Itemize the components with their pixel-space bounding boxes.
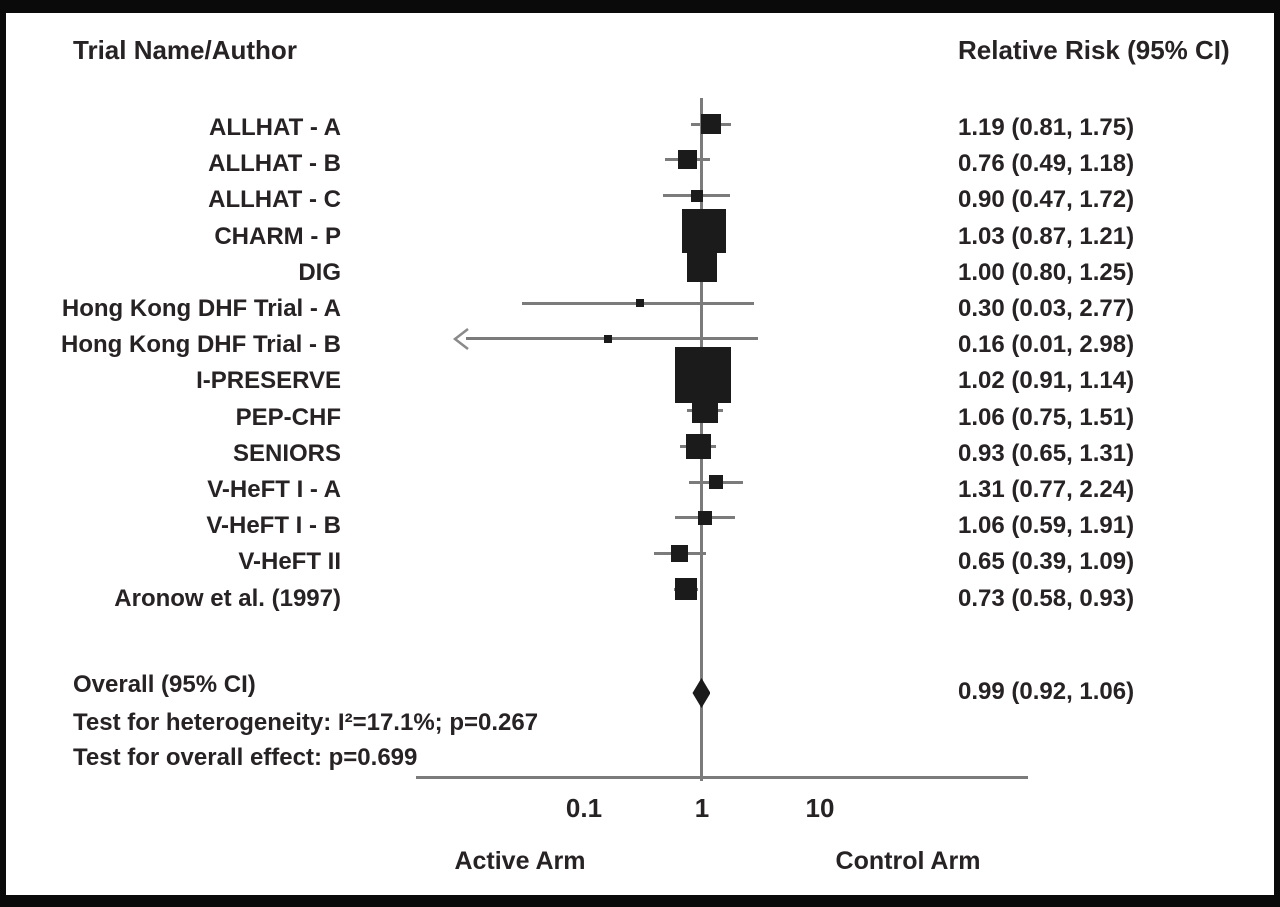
- rr-ci-value: 1.06 (0.59, 1.91): [958, 512, 1135, 540]
- trial-label: PEP-CHF: [235, 403, 341, 431]
- x-axis-line: [416, 776, 1028, 779]
- heterogeneity-test-text: Test for heterogeneity: I²=17.1%; p=0.267: [73, 709, 539, 736]
- trial-label: V-HeFT I - B: [206, 512, 341, 540]
- point-estimate-square: [636, 299, 644, 307]
- point-estimate-square: [671, 545, 688, 562]
- rr-ci-value: 0.93 (0.65, 1.31): [958, 439, 1135, 467]
- column-header-relative-risk: Relative Risk (95% CI): [958, 35, 1230, 65]
- point-estimate-square: [692, 397, 718, 423]
- trial-label: ALLHAT - C: [208, 186, 341, 214]
- point-estimate-square: [687, 252, 717, 282]
- overall-rr-value: 0.99 (0.92, 1.06): [958, 678, 1135, 705]
- active-arm-label: Active Arm: [454, 847, 586, 875]
- rr-ci-value: 0.73 (0.58, 0.93): [958, 584, 1135, 612]
- trial-label: CHARM - P: [214, 222, 341, 250]
- rr-ci-value: 0.30 (0.03, 2.77): [958, 295, 1135, 322]
- x-axis-tick-label: 0.1: [565, 793, 603, 823]
- x-axis-tick-label: 10: [805, 793, 835, 823]
- rr-ci-value: 1.03 (0.87, 1.21): [958, 222, 1135, 250]
- control-arm-label: Control Arm: [835, 847, 981, 875]
- point-estimate-square: [682, 209, 726, 253]
- frame-right-border: [1274, 0, 1280, 907]
- trial-label: Hong Kong DHF Trial - A: [61, 295, 341, 322]
- overall-ci-label: Overall (95% CI): [73, 671, 256, 698]
- point-estimate-square: [686, 434, 711, 459]
- rr-ci-value: 1.02 (0.91, 1.14): [958, 367, 1135, 395]
- point-estimate-square: [675, 578, 697, 600]
- overall-estimate-diamond: [692, 678, 710, 708]
- trial-label: Hong Kong DHF Trial - B: [61, 331, 341, 359]
- trial-label: DIG: [298, 258, 341, 286]
- rr-ci-value: 0.65 (0.39, 1.09): [958, 548, 1135, 576]
- point-estimate-square: [675, 347, 731, 403]
- trial-label: ALLHAT - B: [208, 150, 341, 178]
- trial-label: V-HeFT II: [238, 548, 341, 576]
- point-estimate-square: [678, 150, 697, 169]
- frame-top-border: [0, 0, 1280, 13]
- x-axis-tick-label: 1: [694, 793, 710, 823]
- rr-ci-value: 1.31 (0.77, 2.24): [958, 476, 1135, 503]
- trial-label: ALLHAT - A: [209, 114, 341, 141]
- rr-ci-value: 0.16 (0.01, 2.98): [958, 331, 1135, 359]
- trial-label: I-PRESERVE: [196, 367, 341, 395]
- frame-left-border: [0, 0, 6, 907]
- rr-ci-value: 1.00 (0.80, 1.25): [958, 258, 1135, 286]
- point-estimate-square: [604, 335, 612, 343]
- point-estimate-square: [698, 511, 712, 525]
- column-header-trial-name: Trial Name/Author: [73, 35, 297, 65]
- trial-label: V-HeFT I - A: [207, 476, 341, 503]
- point-estimate-square: [709, 475, 723, 489]
- trial-label: Aronow et al. (1997): [114, 584, 341, 612]
- frame-bottom-border: [0, 895, 1280, 907]
- rr-ci-value: 1.06 (0.75, 1.51): [958, 403, 1135, 431]
- trial-label: SENIORS: [232, 439, 341, 467]
- overall-effect-test-text: Test for overall effect: p=0.699: [73, 744, 418, 771]
- ci-truncation-arrow-icon: [452, 326, 470, 352]
- rr-ci-value: 0.90 (0.47, 1.72): [958, 186, 1135, 214]
- rr-ci-value: 0.76 (0.49, 1.18): [958, 150, 1135, 178]
- point-estimate-square: [691, 190, 703, 202]
- point-estimate-square: [701, 114, 721, 134]
- rr-ci-value: 1.19 (0.81, 1.75): [958, 114, 1135, 141]
